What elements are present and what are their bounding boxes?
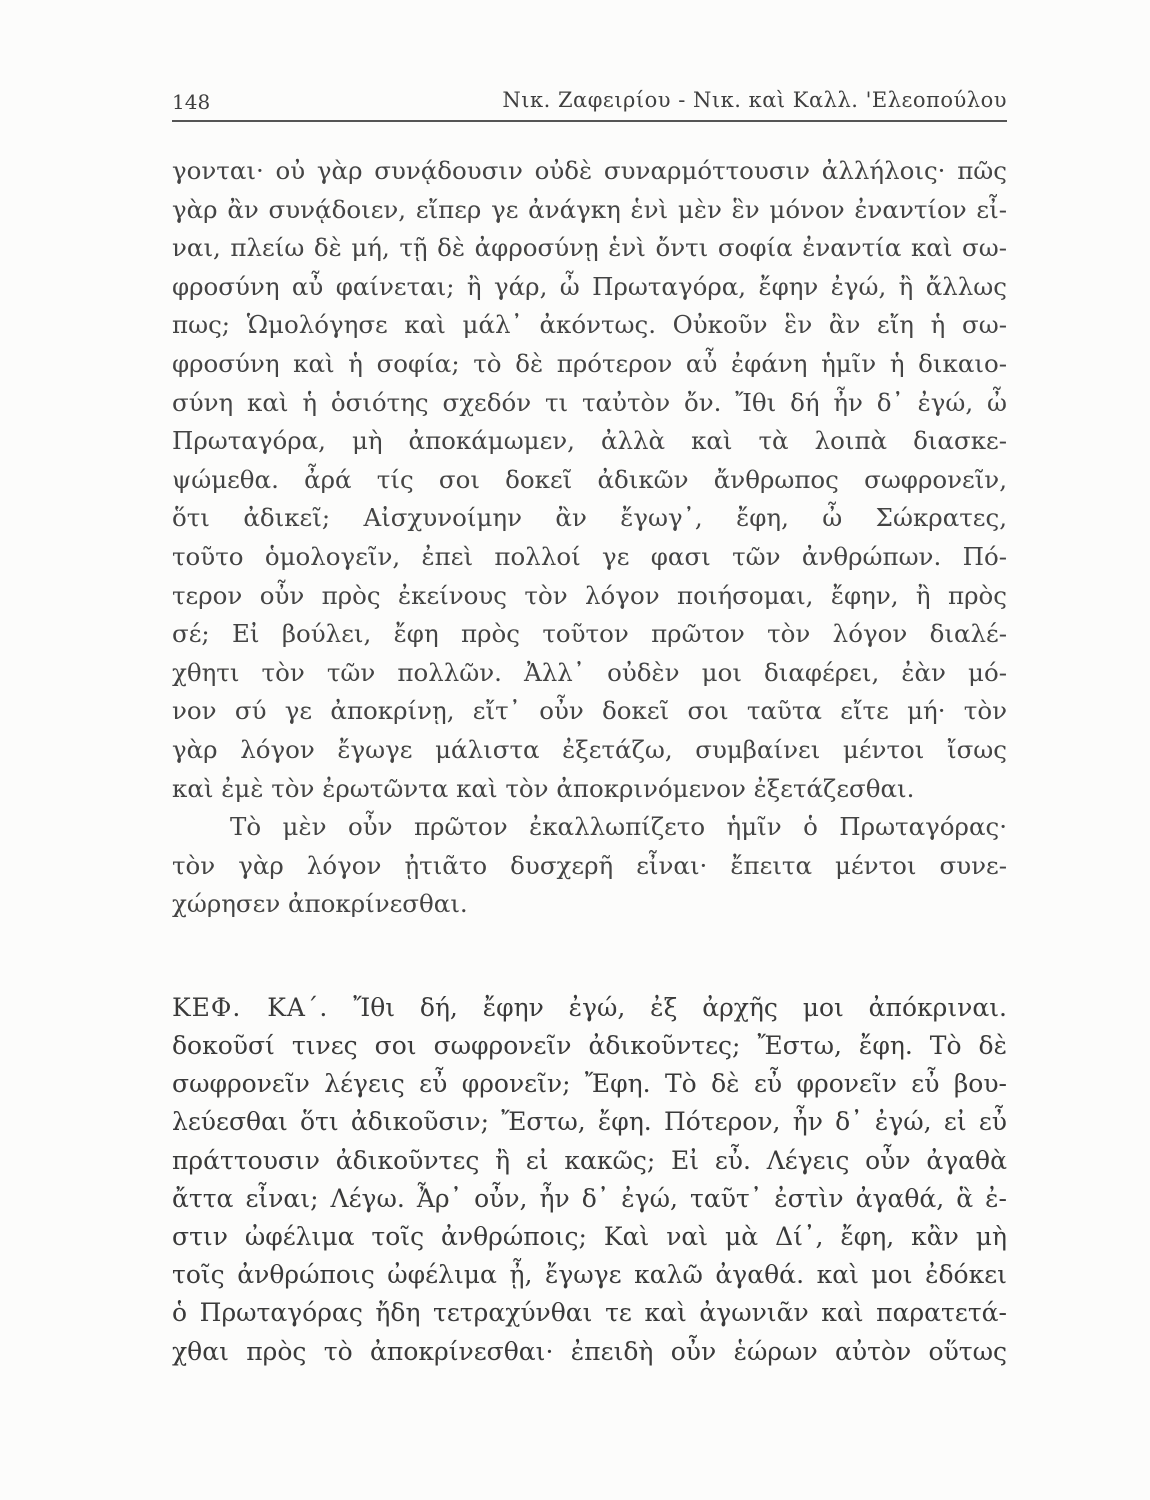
text-line: χώρησεν ἀποκρίνεσθαι. xyxy=(172,889,468,919)
text-line: τὸν γὰρ λόγον ᾐτιᾶτο δυσχερῆ εἶναι· ἔπειτα μέντοι συνε- xyxy=(172,850,1007,880)
text-line: χθαι πρὸς τὸ ἀποκρίνεσθαι· ἐπειδὴ οὖν ἑώρων αὐτὸν οὕτως xyxy=(172,1336,1007,1366)
text-line: ὅτι ἀδικεῖ; Αἰσχυνοίμην ἂν ἔγωγ᾽, ἔφη, ὦ Σώκρατες, xyxy=(172,503,1007,533)
text-line: χθητι τὸν τῶν πολλῶν. Ἀλλ᾽ οὐδὲν μοι διαφέρει, ἐὰν μό- xyxy=(172,657,1007,687)
text-line: τοῦτο ὁμολογεῖν, ἐπεὶ πολλοί γε φασι τῶν ἀνθρώπων. Πό- xyxy=(172,541,1007,571)
paragraph-2 xyxy=(172,808,1007,924)
text-line: Πρωταγόρα, μὴ ἀποκάμωμεν, ἀλλὰ καὶ τὰ λοιπὰ διασκε- xyxy=(172,426,1007,456)
text-line: νον σύ γε ἀποκρίνῃ, εἴτ᾽ οὖν δοκεῖ σοι ταῦτα εἴτε μή· τὸν xyxy=(172,696,1007,726)
text-line: πράττουσιν ἀδικοῦντες ἢ εἰ κακῶς; Εἰ εὖ. Λέγεις οὖν ἀγαθὰ xyxy=(172,1145,1007,1175)
text-line: ἄττα εἶναι; Λέγω. Ἆρ᾽ οὖν, ἦν δ᾽ ἐγώ, ταῦτ᾽ ἐστὶν ἀγαθά, ἃ ἐ- xyxy=(172,1183,1007,1213)
text-line: σέ; Εἰ βούλει, ἔφη πρὸς τοῦτον πρῶτον τὸν λόγον διαλέ- xyxy=(172,619,1007,649)
text-line: δοκοῦσί τινες σοι σωφρονεῖν ἀδικοῦντες; Ἔστω, ἔφη. Τὸ δὲ xyxy=(172,1031,1007,1061)
text-line: στιν ὠφέλιμα τοῖς ἀνθρώποις; Καὶ ναὶ μὰ Δί᾽, ἔφη, κἂν μὴ xyxy=(172,1222,1007,1251)
text-line: τοῖς ἀνθρώποις ὠφέλιμα ᾖ, ἔγωγε καλῶ ἀγαθά. καὶ μοι ἐδόκει xyxy=(172,1260,1007,1290)
page-header xyxy=(172,84,1007,124)
chapter-label: ΚΕΦ. ΚΑ΄. xyxy=(172,992,329,1022)
text-line: Τὸ μὲν οὖν πρῶτον ἐκαλλωπίζετο ἡμῖν ὁ Πρωταγόρας· xyxy=(230,812,1007,842)
section-gap xyxy=(172,924,1007,989)
chapter-first-line xyxy=(172,989,1007,1027)
text-line: τερον οὖν πρὸς ἐκείνους τὸν λόγον ποιήσομαι, ἔφην, ἢ πρὸς xyxy=(172,580,1007,610)
text-line: ναι, πλείω δὲ μή, τῇ δὲ ἀφροσύνῃ ἑνὶ ὄντι σοφία ἐναντία καὶ σω- xyxy=(172,233,1007,263)
page-number: 148 xyxy=(172,90,211,114)
text-line: λεύεσθαι ὅτι ἀδικοῦσιν; Ἔστω, ἔφη. Πότερον, ἦν δ᾽ ἐγώ, εἰ εὖ xyxy=(172,1107,1007,1137)
text-segment: Ἴθι δή, ἔφην ἐγώ, ἐξ ἀρχῆς μοι ἀπόκριναι. xyxy=(353,992,1007,1022)
text-line: γὰρ ἂν συνᾴδοιεν, εἴπερ γε ἀνάγκη ἑνὶ μὲν ἓν μόνον ἐναντίον εἶ- xyxy=(172,194,1007,224)
running-title: Νικ. Ζαφειρίου - Νικ. καὶ Καλλ. 'Ελεοπούλου xyxy=(502,88,1007,112)
text-line: φροσύνη αὖ φαίνεται; ἢ γάρ, ὦ Πρωταγόρα, ἔφην ἐγώ, ἢ ἄλλως xyxy=(172,271,1007,301)
chapter-section xyxy=(172,989,1007,1371)
text-line: ὁ Πρωταγόρας ἤδη τετραχύνθαι τε καὶ ἀγωνιᾶν καὶ παρατετά- xyxy=(172,1298,1007,1328)
paragraph-1 xyxy=(172,152,1007,808)
text-line: σύνη καὶ ἡ ὁσιότης σχεδόν τι ταὐτὸν ὄν. Ἴθι δή ἦν δ᾽ ἐγώ, ὦ xyxy=(172,387,1007,417)
main-text xyxy=(172,152,1007,1371)
text-line: γὰρ λόγον ἔγωγε μάλιστα ἐξετάζω, συμβαίνει μέντοι ἴσως xyxy=(172,734,1007,764)
text-line: ψώμεθα. ἆρά τίς σοι δοκεῖ ἀδικῶν ἄνθρωπος σωφρονεῖν, xyxy=(172,464,1007,494)
text-line: γονται· οὐ γὰρ συνᾴδουσιν οὐδὲ συναρμόττουσιν ἀλλήλοις· πῶς xyxy=(172,156,1007,185)
text-line: σωφρονεῖν λέγεις εὖ φρονεῖν; Ἔφη. Τὸ δὲ εὖ φρονεῖν εὖ βου- xyxy=(172,1069,1007,1099)
header-rule xyxy=(172,120,1007,122)
text-line: φροσύνη καὶ ἡ σοφία; τὸ δὲ πρότερον αὖ ἐφάνη ἡμῖν ἡ δικαιο- xyxy=(172,348,1007,378)
text-line: καὶ ἐμὲ τὸν ἐρωτῶντα καὶ τὸν ἀποκρινόμενον ἐξετάζεσθαι. xyxy=(172,773,915,803)
text-line: πως; Ὡμολόγησε καὶ μάλ᾽ ἀκόντως. Οὐκοῦν ἓν ἂν εἴη ἡ σω- xyxy=(172,310,1007,340)
